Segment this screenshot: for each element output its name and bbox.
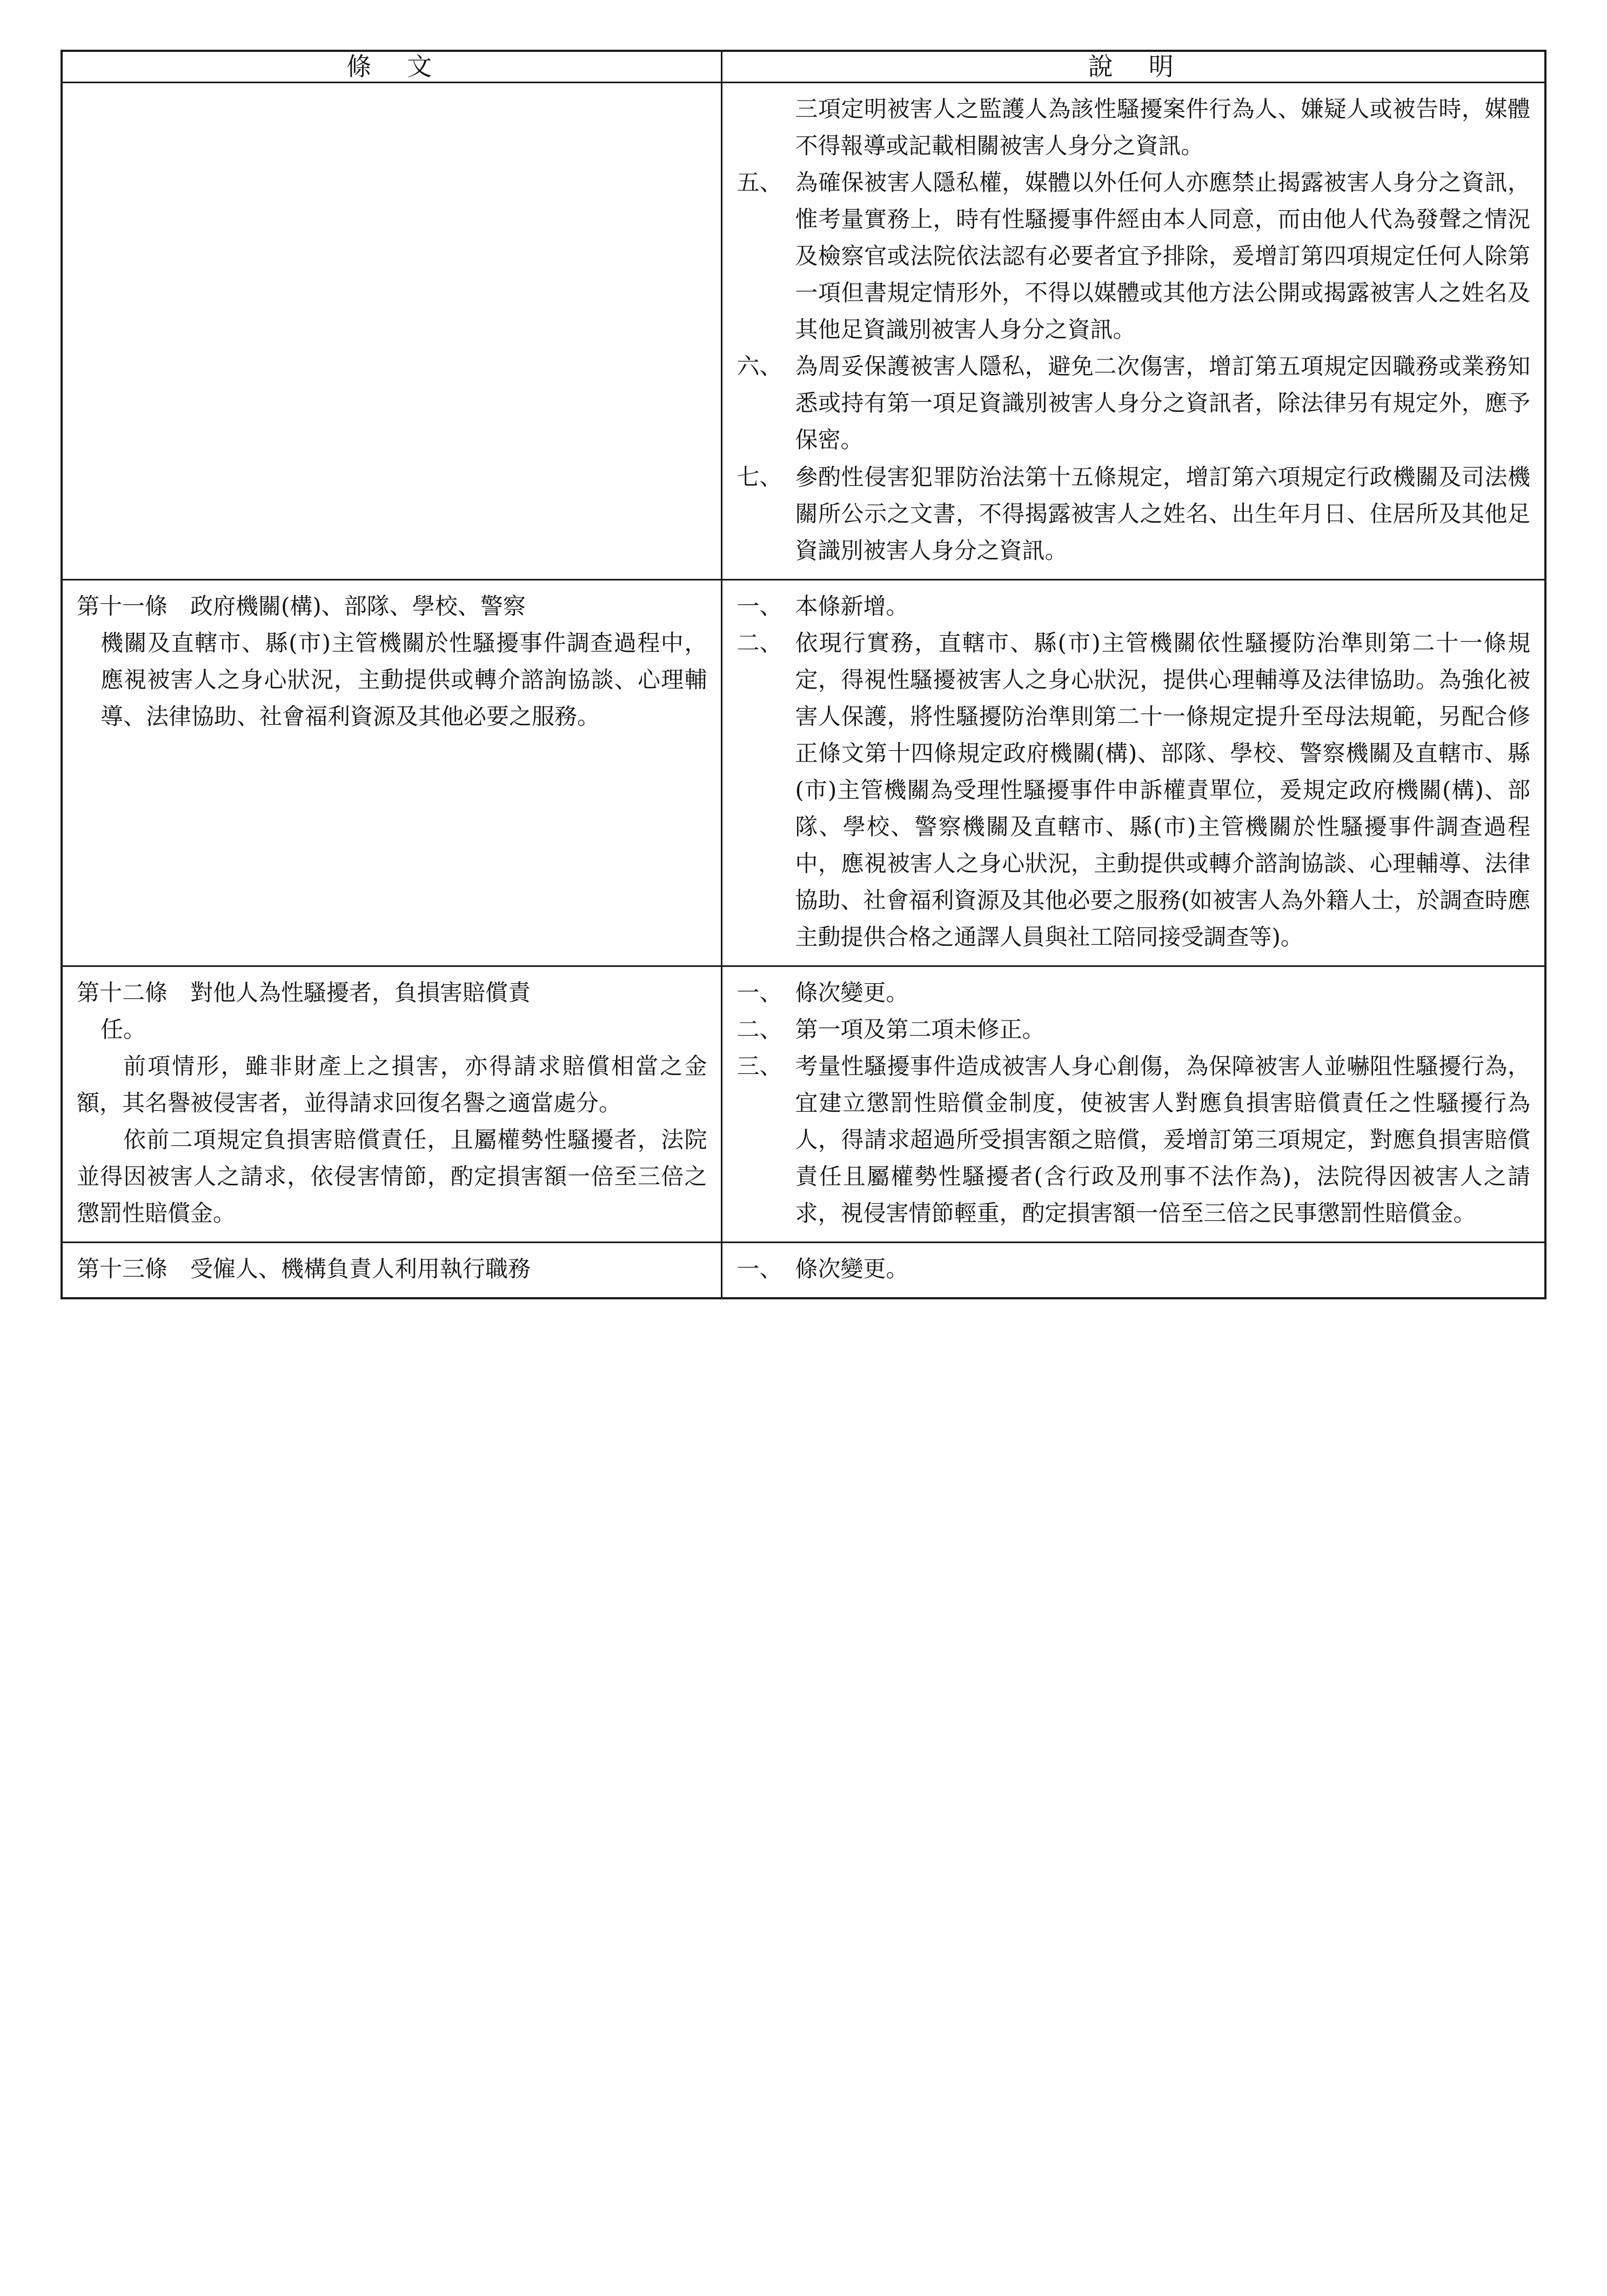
table-row [62, 966, 1545, 1242]
list-item-text: 考量性騷擾事件造成被害人身心創傷，為保障被害人並嚇阻性騷擾行為，宜建立懲罰性賠償金制度，使被害人對應負損害賠償責任之性騷擾行為人，得請求超過所受損害額之賠償，爰增訂第三項規定，對應負損害賠償責任且屬權勢性騷擾者(含行政及刑事不法作為)，法院得因被害人之請求，視侵害情節輕重，酌定損害額一倍至三倍之民事懲罰性賠償金。 [795, 1052, 1530, 1227]
list-item-number: 二、 [736, 629, 782, 656]
explanation-list [736, 1251, 1530, 1287]
article-cell-empty [62, 83, 722, 579]
list-item-number: 六、 [736, 353, 782, 380]
article-body: 機關及直轄市、縣(市)主管機關於性騷擾事件調查過程中，應視被害人之身心狀況，主動提供或轉介諮詢協談、心理輔導、法律協助、社會福利資源及其他必要之服務。 [101, 629, 707, 730]
article-title: 第十二條 對他人為性騷擾者，負損害賠償責 [77, 979, 531, 1006]
explanation-cell [722, 966, 1545, 1242]
article-content [63, 580, 721, 745]
list-item-text: 條次變更。 [795, 979, 909, 1006]
table-row [62, 1243, 1545, 1299]
article-cell [62, 1243, 722, 1299]
list-item [736, 459, 1530, 569]
list-item-text: 第一項及第二項未修正。 [795, 1016, 1045, 1043]
list-item-text: 為確保被害人隱私權，媒體以外任何人亦應禁止揭露被害人身分之資訊，惟考量實務上，時有性騷擾事件經由本人同意，而由他人代為發聲之情況及檢察官或法院依法認有必要者宜予排除，爰增訂第四項規定任何人除第一項但書規定情形外，不得以媒體或其他方法公開或揭露被害人之姓名及其他足資識別被害人身分之資訊。 [795, 169, 1530, 343]
list-item-text: 參酌性侵害犯罪防治法第十五條規定，增訂第六項規定行政機關及司法機關所公示之文書，不得揭露被害人之姓名、出生年月日、住居所及其他足資識別被害人身分之資訊。 [795, 463, 1530, 564]
table-row [62, 83, 1545, 579]
list-item [736, 1251, 1530, 1287]
list-item [736, 164, 1530, 348]
article-paragraph-3: 依前二項規定負損害賠償責任，且屬權勢性騷擾者，法院並得因被害人之請求，依侵害情節，酌定損害額一倍至三倍之懲罰性賠償金。 [77, 1126, 707, 1227]
article-empty-content [63, 83, 721, 137]
list-item-text: 條次變更。 [795, 1256, 909, 1283]
table-row [62, 579, 1545, 966]
explanation-continuation-text: 三項定明被害人之監護人為該性騷擾案件行為人、嫌疑人或被告時，媒體不得報導或記載相關被害人身分之資訊。 [795, 96, 1530, 159]
table-head [62, 51, 1545, 83]
article-cell [62, 579, 722, 966]
list-item [736, 975, 1530, 1011]
list-item-number: 一、 [736, 1256, 782, 1283]
article-content [63, 967, 721, 1242]
explanation-content [722, 1243, 1544, 1297]
list-item [736, 625, 1530, 956]
explanation-cell [722, 83, 1545, 579]
explanation-list [736, 975, 1530, 1232]
list-item [736, 1011, 1530, 1048]
explanation-content [722, 83, 1544, 578]
list-item-number: 二、 [736, 1016, 782, 1043]
list-item-number: 一、 [736, 592, 782, 619]
legislative-comparison-table [61, 50, 1546, 1299]
list-item [736, 588, 1530, 625]
list-item-text: 本條新增。 [795, 592, 909, 619]
article-title-line2: 任。 [101, 1016, 146, 1043]
article-cell [62, 966, 722, 1242]
column-header-article: 條 文 [62, 51, 722, 83]
article-title: 第十一條 政府機關(構)、部隊、學校、警察 [77, 592, 526, 619]
explanation-list [736, 164, 1530, 569]
explanation-content [722, 580, 1544, 965]
explanation-content [722, 967, 1544, 1242]
table-body [62, 83, 1545, 1298]
list-item-text: 依現行實務，直轄市、縣(市)主管機關依性騷擾防治準則第二十一條規定，得視性騷擾被害人之身心狀況，提供心理輔導及法律協助。為強化被害人保護，將性騷擾防治準則第二十一條規定提升至母法規範，另配合修正條文第十四條規定政府機關(構)、部隊、學校、警察機關及直轄市、縣(市)主管機關為受理性騷擾事件申訴權責單位，爰規定政府機關(構)、部隊、學校、警察機關及直轄市、縣(市)主管機關於性騷擾事件調查過程中，應視被害人之身心狀況，主動提供或轉介諮詢協談、心理輔導、法律協助、社會福利資源及其他必要之服務(如被害人為外籍人士，於調查時應主動提供合格之通譯人員與社工陪同接受調查等)。 [795, 629, 1530, 950]
table-header-row [62, 51, 1545, 83]
list-item [736, 1048, 1530, 1232]
explanation-cell [722, 579, 1545, 966]
list-item [736, 348, 1530, 458]
list-item-number: 七、 [736, 463, 782, 490]
article-title: 第十三條 受僱人、機構負責人利用執行職務 [77, 1256, 531, 1283]
list-item-text: 為周妥保護被害人隱私，避免二次傷害，增訂第五項規定因職務或業務知悉或持有第一項足資識別被害人身分之資訊者，除法律另有規定外，應予保密。 [795, 353, 1530, 453]
explanation-cell [722, 1243, 1545, 1299]
article-content [63, 1243, 721, 1297]
column-header-explanation: 說 明 [722, 51, 1545, 83]
explanation-list [736, 588, 1530, 956]
list-item-number: 一、 [736, 979, 782, 1006]
article-paragraph-2: 前項情形，雖非財產上之損害，亦得請求賠償相當之金額，其名譽被侵害者，並得請求回復名譽之適當處分。 [77, 1052, 707, 1116]
list-item-number: 五、 [736, 169, 782, 196]
list-item-number: 三、 [736, 1052, 782, 1079]
